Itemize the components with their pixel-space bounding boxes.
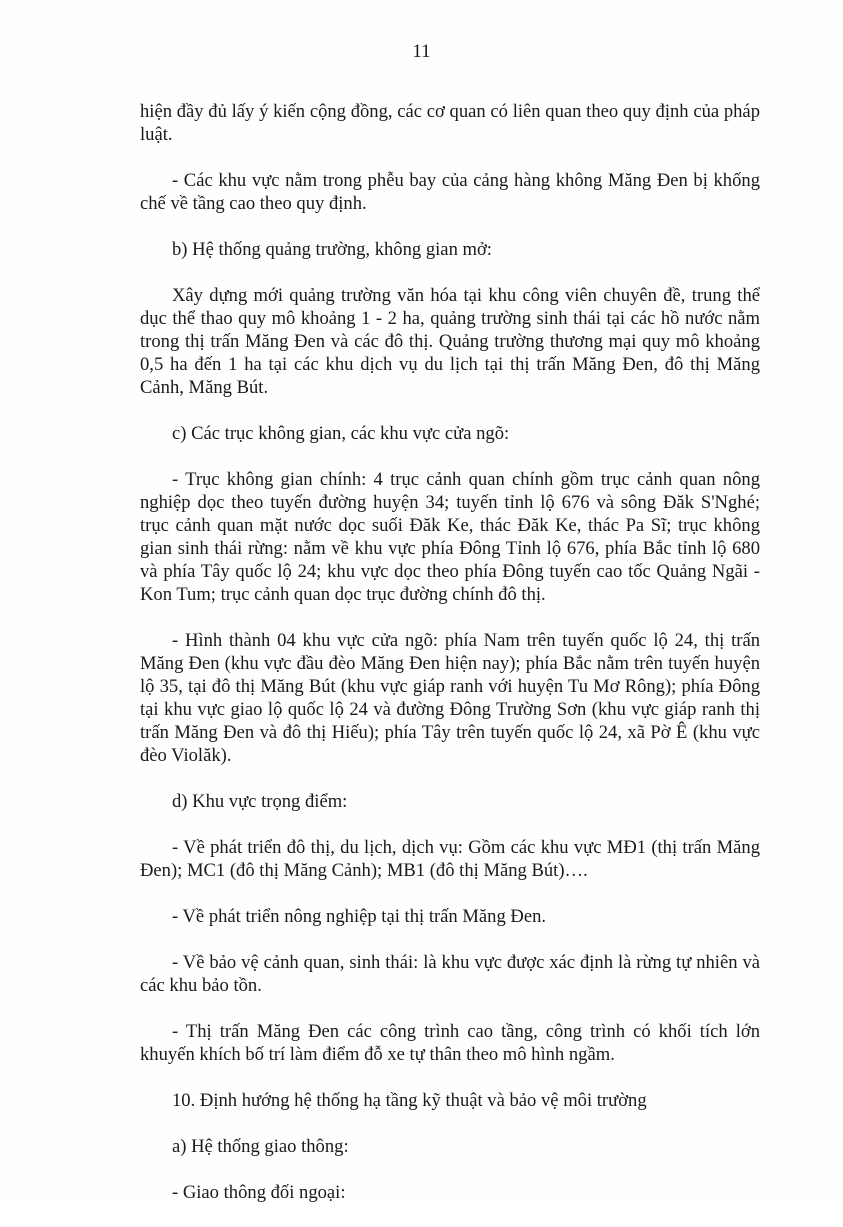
section-heading-b: b) Hệ thống quảng trường, không gian mở: xyxy=(172,239,492,260)
paragraph-15: - Giao thông đối ngoại: xyxy=(172,1182,346,1203)
page-body xyxy=(140,100,760,1227)
section-heading-a: a) Hệ thống giao thông: xyxy=(172,1136,349,1157)
paragraph-4: Xây dựng mới quảng trường văn hóa tại khu công viên chuyên đề, trung thể dục thể thao quy mô khoảng 1 - 2 ha, quảng trường sinh thái tại các hồ nước nằm trong thị trấn Măng Đen và các đô thị. Quảng trường thương mại quy mô khoảng 0,5 ha đến 1 ha tại các khu dịch vụ du lịch tại thị trấn Măng Đen, đô thị Măng Cảnh, Măng Bút. xyxy=(140,285,760,398)
paragraph-11: - Về bảo vệ cảnh quan, sinh thái: là khu vực được xác định là rừng tự nhiên và các khu bảo tồn. xyxy=(140,952,760,996)
paragraph-6: - Trục không gian chính: 4 trục cảnh quan chính gồm trục cảnh quan nông nghiệp dọc theo tuyến đường huyện 34; tuyến tỉnh lộ 676 và sông Đăk S'Nghé; trục cảnh quan mặt nước dọc suối Đăk Ke, thác Đăk Ke, thác Pa Sĩ; trục không gian sinh thái rừng: nằm về khu vực phía Đông Tỉnh lộ 676, phía Bắc tỉnh lộ 680 và phía Tây quốc lộ 24; khu vực dọc theo phía Đông tuyến cao tốc Quảng Ngãi - Kon Tum; trục cảnh quan dọc trục đường chính đô thị. xyxy=(140,469,760,605)
paragraph-9: - Về phát triển đô thị, du lịch, dịch vụ: Gồm các khu vực MĐ1 (thị trấn Măng Đen); MC1 (đô thị Măng Cảnh); MB1 (đô thị Măng Bút)…. xyxy=(140,837,760,881)
paragraph-7: - Hình thành 04 khu vực cửa ngõ: phía Nam trên tuyến quốc lộ 24, thị trấn Măng Đen (khu vực đầu đèo Măng Đen hiện nay); phía Bắc nằm trên tuyến huyện lộ 35, tại đô thị Măng Bút (khu vực giáp ranh với huyện Tu Mơ Rông); phía Đông tại khu vực giao lộ quốc lộ 24 và đường Đông Trường Sơn (khu vực giáp ranh thị trấn Măng Đen và đô thị Hiếu); phía Tây trên tuyến quốc lộ 24, xã Pờ Ê (khu vực đèo Violăk). xyxy=(140,630,760,766)
section-heading-10: 10. Định hướng hệ thống hạ tầng kỹ thuật và bảo vệ môi trường xyxy=(172,1090,647,1111)
paragraph-1: hiện đầy đủ lấy ý kiến cộng đồng, các cơ quan có liên quan theo quy định của pháp luật. xyxy=(140,101,760,145)
section-heading-d: d) Khu vực trọng điểm: xyxy=(172,791,348,812)
paragraph-2: - Các khu vực nằm trong phễu bay của cảng hàng không Măng Đen bị khống chế về tầng cao theo quy định. xyxy=(140,170,760,214)
paragraph-12: - Thị trấn Măng Đen các công trình cao tầng, công trình có khối tích lớn khuyến khích bố trí làm điểm đỗ xe tự thân theo mô hình ngầm. xyxy=(140,1021,760,1065)
paragraph-10: - Về phát triển nông nghiệp tại thị trấn Măng Đen. xyxy=(172,906,547,927)
section-heading-c: c) Các trục không gian, các khu vực cửa ngõ: xyxy=(172,423,510,444)
page-number: 11 xyxy=(412,41,431,62)
